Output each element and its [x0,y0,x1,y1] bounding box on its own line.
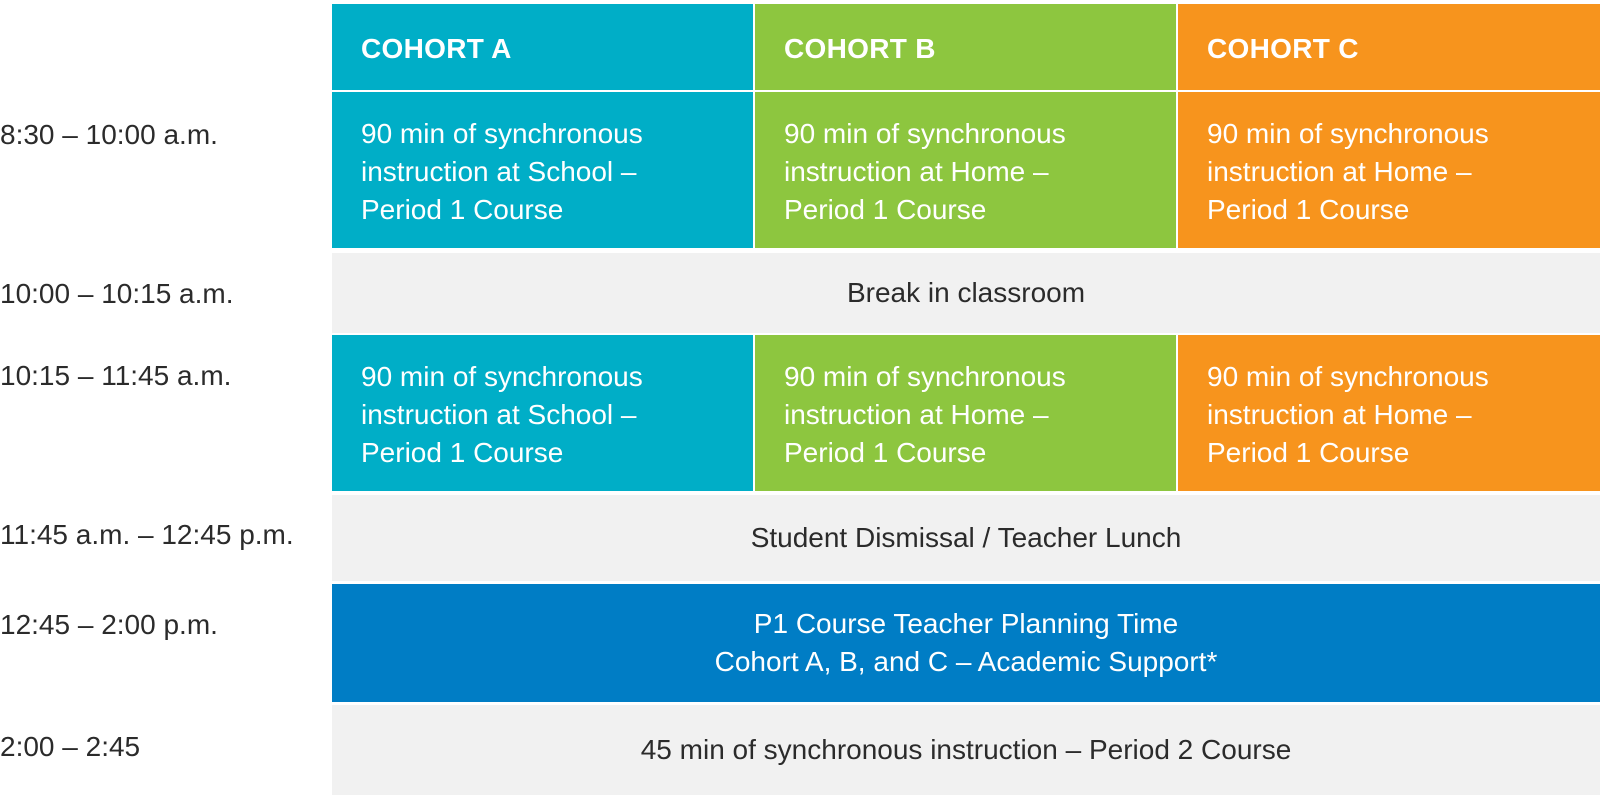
cell-text-line: Period 1 Course [361,194,564,225]
cell-row-1-cohort-b [755,92,1176,248]
cell-text-line: instruction at Home – [784,399,1049,430]
cell-text-line: Period 1 Course [1207,194,1410,225]
cell-text-line: 90 min of synchronous [784,361,1066,392]
planning-text-line: Cohort A, B, and C – Academic Support* [714,646,1218,677]
period-2-row [332,705,1600,795]
cell-text-line: instruction at School – [361,156,637,187]
time-label-row-1: 8:30 – 10:00 a.m. [0,119,218,150]
break-text: Break in classroom [846,277,1086,308]
cell-text-line: instruction at Home – [1207,399,1472,430]
cell-text-line: Period 1 Course [361,437,564,468]
cell-text-line: instruction at Home – [1207,156,1472,187]
header-cohort-c-label: COHORT C [1207,33,1359,64]
time-label-row-6: 2:00 – 2:45 [0,731,141,762]
header-cohort-a [332,4,753,90]
header-cohort-b [755,4,1176,90]
cell-text-line: instruction at Home – [784,156,1049,187]
header-cohort-c [1178,4,1600,90]
period-2-text: 45 min of synchronous instruction – Period 2 Course [640,734,1292,765]
dismissal-text: Student Dismissal / Teacher Lunch [750,522,1182,553]
time-label-row-3: 10:15 – 11:45 a.m. [0,360,232,391]
cell-row-3-cohort-c [1178,335,1600,491]
header-cohort-b-label: COHORT B [784,33,936,64]
planning-text-line: P1 Course Teacher Planning Time [753,608,1179,639]
cell-text-line: instruction at School – [361,399,637,430]
cell-text-line: 90 min of synchronous [1207,118,1489,149]
cell-text-line: 90 min of synchronous [361,118,643,149]
dismissal-row [332,495,1600,581]
cell-text-line: Period 1 Course [784,437,987,468]
planning-row [332,584,1600,702]
cell-row-3-cohort-a [332,335,753,491]
time-label-row-4: 11:45 a.m. – 12:45 p.m. [0,519,294,550]
cell-row-1-cohort-c [1178,92,1600,248]
cell-text-line: 90 min of synchronous [1207,361,1489,392]
time-label-row-5: 12:45 – 2:00 p.m. [0,609,218,640]
cell-text-line: 90 min of synchronous [784,118,1066,149]
cell-text-line: Period 1 Course [784,194,987,225]
cell-text-line: 90 min of synchronous [361,361,643,392]
time-label-row-2: 10:00 – 10:15 a.m. [0,278,234,309]
cell-row-1-cohort-a [332,92,753,248]
header-cohort-a-label: COHORT A [361,33,512,64]
break-row [332,253,1600,333]
cell-text-line: Period 1 Course [1207,437,1410,468]
cell-row-3-cohort-b [755,335,1176,491]
